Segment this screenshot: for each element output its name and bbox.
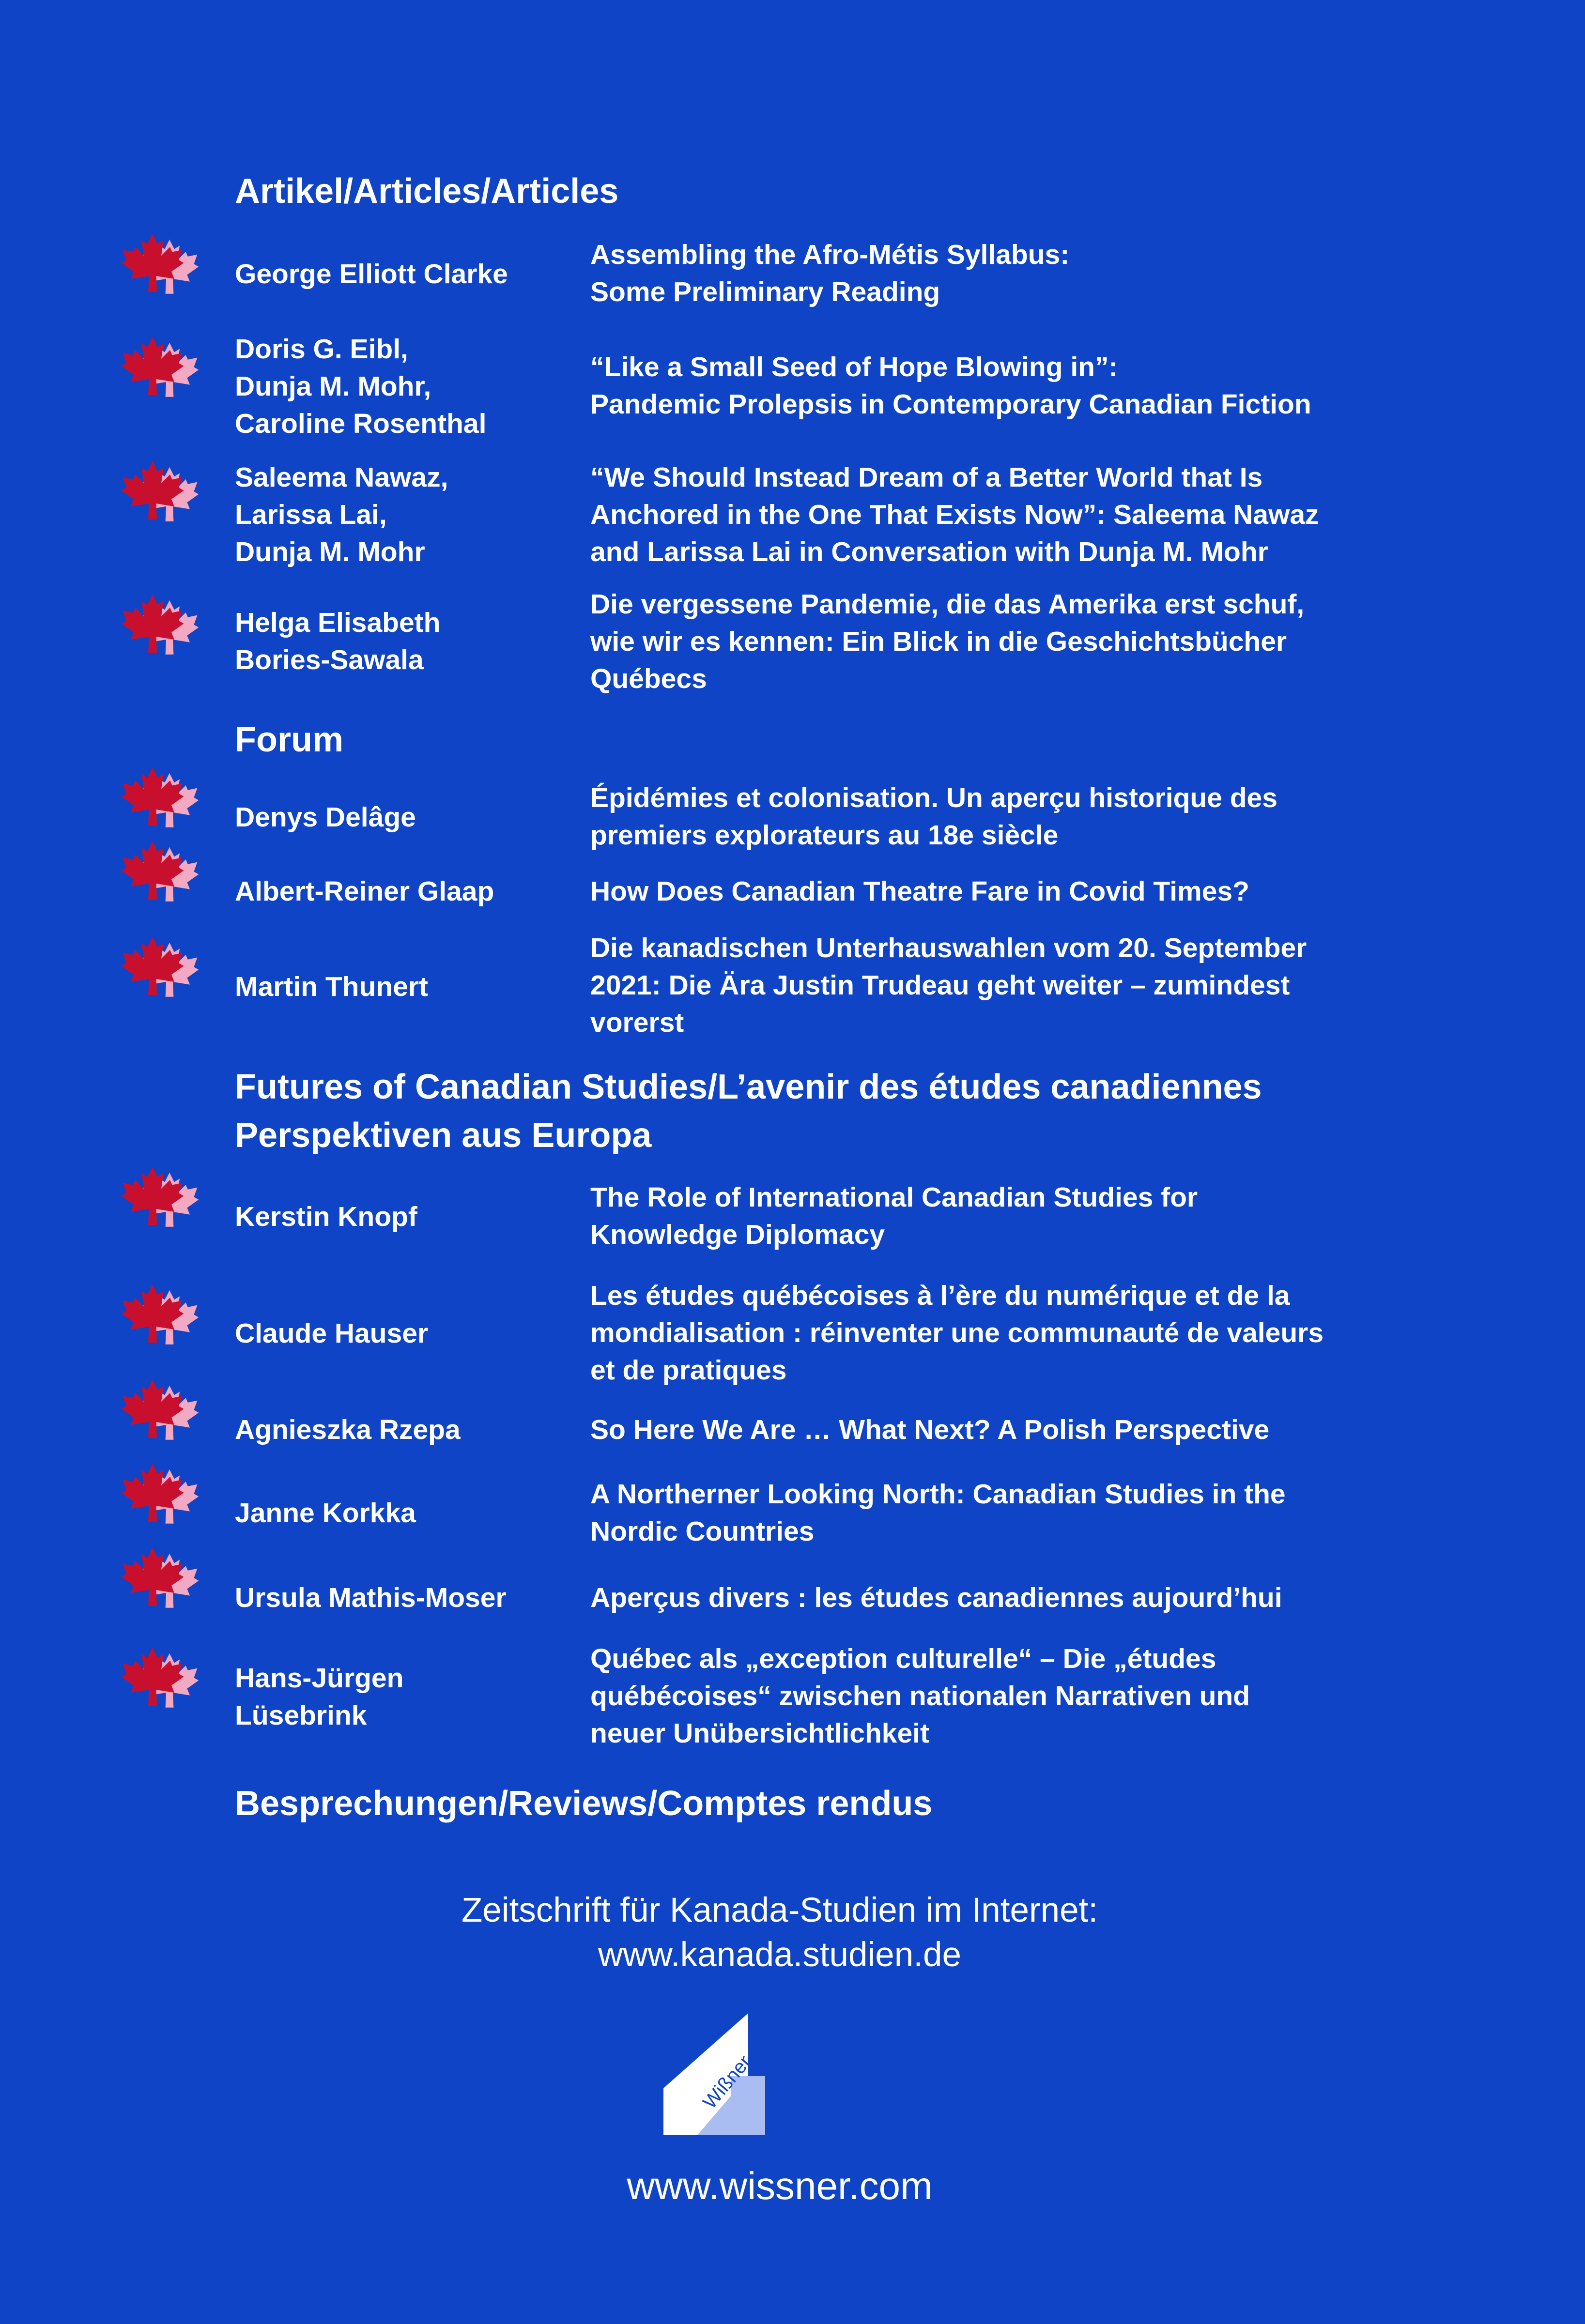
maple-leaf-icon <box>116 232 203 310</box>
entry-author-line: Lüsebrink <box>235 1700 367 1731</box>
entry-author-line: Hans-Jürgen <box>235 1663 404 1694</box>
journal-info <box>0 1888 1559 1977</box>
entry-author-line: Denys Delâge <box>235 802 416 833</box>
entry-title <box>590 1579 1282 1617</box>
entry-title-line: Knowledge Diplomacy <box>590 1219 885 1250</box>
entry-title <box>590 1277 1323 1389</box>
entry-title <box>590 873 1249 910</box>
entry-author <box>235 331 486 443</box>
entry-author-line: Martin Thunert <box>235 971 428 1002</box>
entry-author-line: Helga Elisabeth <box>235 607 441 638</box>
entry-title <box>590 586 1304 698</box>
entry-title-line: How Does Canadian Theatre Fare in Covid Times? <box>590 876 1249 907</box>
entry-title <box>590 1640 1250 1752</box>
entry-title <box>590 780 1277 854</box>
entry-author <box>235 604 440 679</box>
maple-leaf-icon <box>116 935 203 1013</box>
entry-title-line: québécoises“ zwischen nationalen Narrativen und <box>590 1681 1250 1712</box>
logo-text: Wißner <box>699 2051 755 2113</box>
entry-author-line: Doris G. Eibl, <box>235 334 408 365</box>
entry-title-line: Québec als „exception culturelle“ – Die „études <box>590 1643 1216 1674</box>
entry-title <box>590 459 1319 571</box>
entry-title-line: Die kanadischen Unterhauswahlen vom 20. September <box>590 933 1307 963</box>
journal-line: Zeitschrift für Kanada-Studien im Internet: <box>461 1891 1098 1929</box>
entry-title-line: Die vergessene Pandemie, die das Amerika erst schuf, <box>590 589 1305 620</box>
section-heading-futures <box>235 1063 1262 1160</box>
entry-author <box>235 1579 507 1617</box>
entry-author <box>235 459 448 571</box>
entry-author <box>235 799 416 836</box>
entry-author-line: Bories-Sawala <box>235 644 424 675</box>
entry-title-line: mondialisation : réinventer une communauté de valeurs <box>590 1317 1324 1348</box>
entry-author <box>235 1660 403 1734</box>
entry-title-line: premiers explorateurs au 18e siècle <box>590 820 1059 851</box>
maple-leaf-icon <box>116 1646 203 1724</box>
entry-author-line: Ursula Mathis-Moser <box>235 1582 507 1613</box>
section-heading-articles: Artikel/Articles/Articles <box>235 172 619 211</box>
entry-title <box>590 349 1311 423</box>
entry-author-line: Agnieszka Rzepa <box>235 1414 461 1445</box>
entry-author-line: Janne Korkka <box>235 1498 416 1529</box>
entry-author <box>235 873 494 910</box>
entry-author-line: George Elliott Clarke <box>235 259 508 290</box>
entry-author <box>235 968 428 1006</box>
entry-title <box>590 1411 1269 1449</box>
maple-leaf-icon <box>116 336 203 413</box>
entry-title-line: So Here We Are … What Next? A Polish Perspective <box>590 1414 1270 1445</box>
section-heading-forum: Forum <box>235 720 343 759</box>
entry-author-line: Caroline Rosenthal <box>235 408 487 439</box>
maple-leaf-icon <box>116 766 203 843</box>
entry-author <box>235 1198 417 1236</box>
entry-title <box>590 1179 1198 1254</box>
entry-title-line: Pandemic Prolepsis in Contemporary Canadian Fiction <box>590 389 1311 420</box>
entry-title-line: wie wir es kennen: Ein Blick in die Geschichtsbücher <box>590 626 1287 657</box>
entry-author-line: Kerstin Knopf <box>235 1201 417 1232</box>
journal-url-link[interactable]: www.kanada.studien.de <box>598 1936 961 1974</box>
entry-title-line: Québecs <box>590 663 707 694</box>
entry-title <box>590 930 1307 1041</box>
entry-title-line: Épidémies et colonisation. Un aperçu historique des <box>590 782 1277 813</box>
entry-title-line: “Like a Small Seed of Hope Blowing in”: <box>590 352 1118 382</box>
publisher-url-link[interactable]: www.wissner.com <box>627 2164 933 2207</box>
entry-author <box>235 1495 416 1532</box>
entry-title-line: Assembling the Afro-Métis Syllabus: <box>590 239 1070 270</box>
maple-leaf-icon <box>116 1283 203 1361</box>
section-heading-reviews: Besprechungen/Reviews/Comptes rendus <box>235 1784 933 1823</box>
entry-title <box>590 236 1069 311</box>
entry-title-line: 2021: Die Ära Justin Trudeau geht weiter – zumindest <box>590 970 1290 1001</box>
entry-title-line: Anchored in the One That Exists Now”: Saleema Nawaz <box>590 499 1319 530</box>
maple-leaf-icon <box>116 1378 203 1456</box>
entry-title-line: and Larissa Lai in Conversation with Dunja M. Mohr <box>590 536 1268 567</box>
entry-author-line: Albert-Reiner Glaap <box>235 876 494 907</box>
maple-leaf-icon <box>116 840 203 917</box>
entry-title-line: et de pratiques <box>590 1355 787 1386</box>
entry-title-line: Some Preliminary Reading <box>590 276 940 307</box>
entry-title-line: “We Should Instead Dream of a Better World that Is <box>590 462 1263 493</box>
maple-leaf-icon <box>116 1462 203 1540</box>
entry-title-line: Les études québécoises à l’ère du numérique et de la <box>590 1280 1290 1311</box>
section-heading-futures-line-1: Futures of Canadian Studies/L’avenir des études canadiennes <box>235 1068 1262 1106</box>
entry-author-line: Saleema Nawaz, <box>235 462 448 493</box>
entry-author-line: Claude Hauser <box>235 1318 429 1349</box>
entry-title-line: Aperçus divers : les études canadiennes aujourd’hui <box>590 1582 1282 1613</box>
entry-author-line: Dunja M. Mohr <box>235 536 425 567</box>
entry-author <box>235 1315 428 1352</box>
entry-title-line: Nordic Countries <box>590 1516 815 1547</box>
maple-leaf-icon <box>116 1165 203 1243</box>
entry-author-line: Dunja M. Mohr, <box>235 371 431 402</box>
maple-leaf-icon <box>116 1546 203 1624</box>
entry-title <box>590 1476 1286 1550</box>
entry-title-line: The Role of International Canadian Studies for <box>590 1182 1198 1213</box>
wissner-logo <box>663 2013 765 2135</box>
entry-title-line: vorerst <box>590 1007 684 1038</box>
section-heading-futures-line-2: Perspektiven aus Europa <box>235 1116 652 1155</box>
entry-title-line: neuer Unübersichtlichkeit <box>590 1718 930 1749</box>
entry-author <box>235 1411 461 1449</box>
maple-leaf-icon <box>116 460 203 537</box>
entry-author-line: Larissa Lai, <box>235 499 387 530</box>
entry-author <box>235 256 508 293</box>
entry-title-line: A Northerner Looking North: Canadian Studies in the <box>590 1479 1286 1510</box>
maple-leaf-icon <box>116 593 203 671</box>
